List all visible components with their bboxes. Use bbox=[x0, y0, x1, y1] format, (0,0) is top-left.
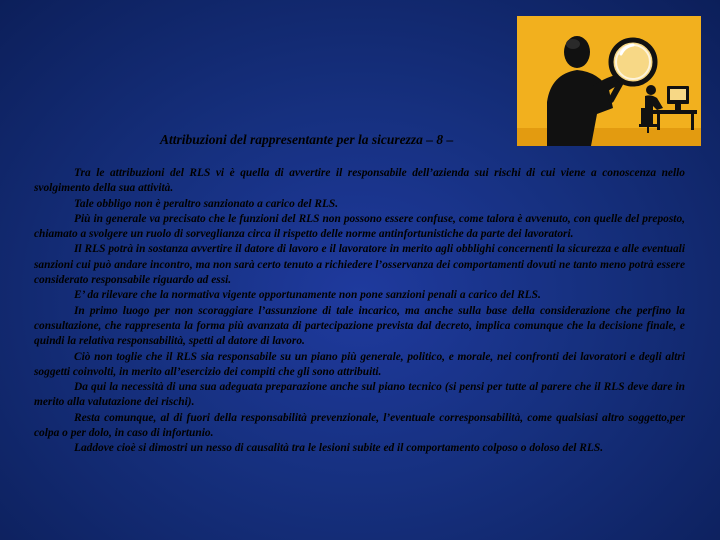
paragraph: E’ da rilevare che la normativa vigente opportunamente non pone sanzioni penali a carico del RLS. bbox=[74, 289, 541, 302]
paragraph: Tra le attribuzioni del RLS vi è quella di avvertire il responsabile dell’azienda sui rischi di cui viene a conoscenza nello svolgimento della sua attività. bbox=[34, 167, 685, 195]
office-worker-figure bbox=[639, 85, 697, 133]
paragraph: Resta comunque, al di fuori della responsabilità prevenzionale, l’eventuale corresponsabilità, come qualsiasi altro soggetto,per colpa o per dolo, in caso di infortunio. bbox=[34, 411, 685, 440]
slide-title: Attribuzioni del rappresentante per la sicurezza – 8 – bbox=[160, 132, 454, 147]
paragraph: Laddove cioè si dimostri un nesso di causalità tra le lesioni subite ed il comportamento colposo o doloso del RLS. bbox=[74, 442, 604, 455]
slide-body bbox=[34, 166, 685, 457]
paragraph: Ciò non toglie che il RLS sia responsabile su un piano più generale, politico, e morale, nei confronti dei lavoratori e degli altri soggetti coinvolti, in merito all’esercizio dei compiti che gli sono attribuiti. bbox=[34, 350, 685, 378]
paragraph: Da qui la necessità di una sua adeguata preparazione anche sul piano tecnico (si pensi per tutte al parere che il RLS deve dare in merito alla valutazione dei rischi). bbox=[34, 381, 685, 409]
paragraph: Il RLS potrà in sostanza avvertire il datore di lavoro e il lavoratore in merito agli obblighi concernenti la sicurezza e alle eventuali sanzioni cui può andare incontro, ma non sarà certo tenuto a richiedere l’osservanza dei comportamenti dovuti ne tanto meno potrà essere considerato responsabile riguardo ad essi. bbox=[34, 243, 685, 287]
magnifier-inspection-illustration-icon bbox=[517, 16, 701, 146]
paragraph: In primo luogo per non scoraggiare l’assunzione di tale incarico, ma anche sulla base della considerazione che perfino la consultazione, che rappresenta la forma più avanzata di partecipazione prevista dal decreto, implica comunque che la decisione finale, e quindi la relativa responsabilità, spetti al datore di lavoro. bbox=[34, 304, 685, 348]
paragraph: Più in generale va precisato che le funzioni del RLS non possono essere confuse, come talora è avvenuto, con quelle del preposto, chiamato a svolgere un ruolo di sorveglianza circa il rispetto delle norme antinfortunistiche da parte dei lavoratori. bbox=[34, 212, 685, 241]
paragraph: Tale obbligo non è peraltro sanzionato a carico del RLS. bbox=[74, 197, 339, 210]
